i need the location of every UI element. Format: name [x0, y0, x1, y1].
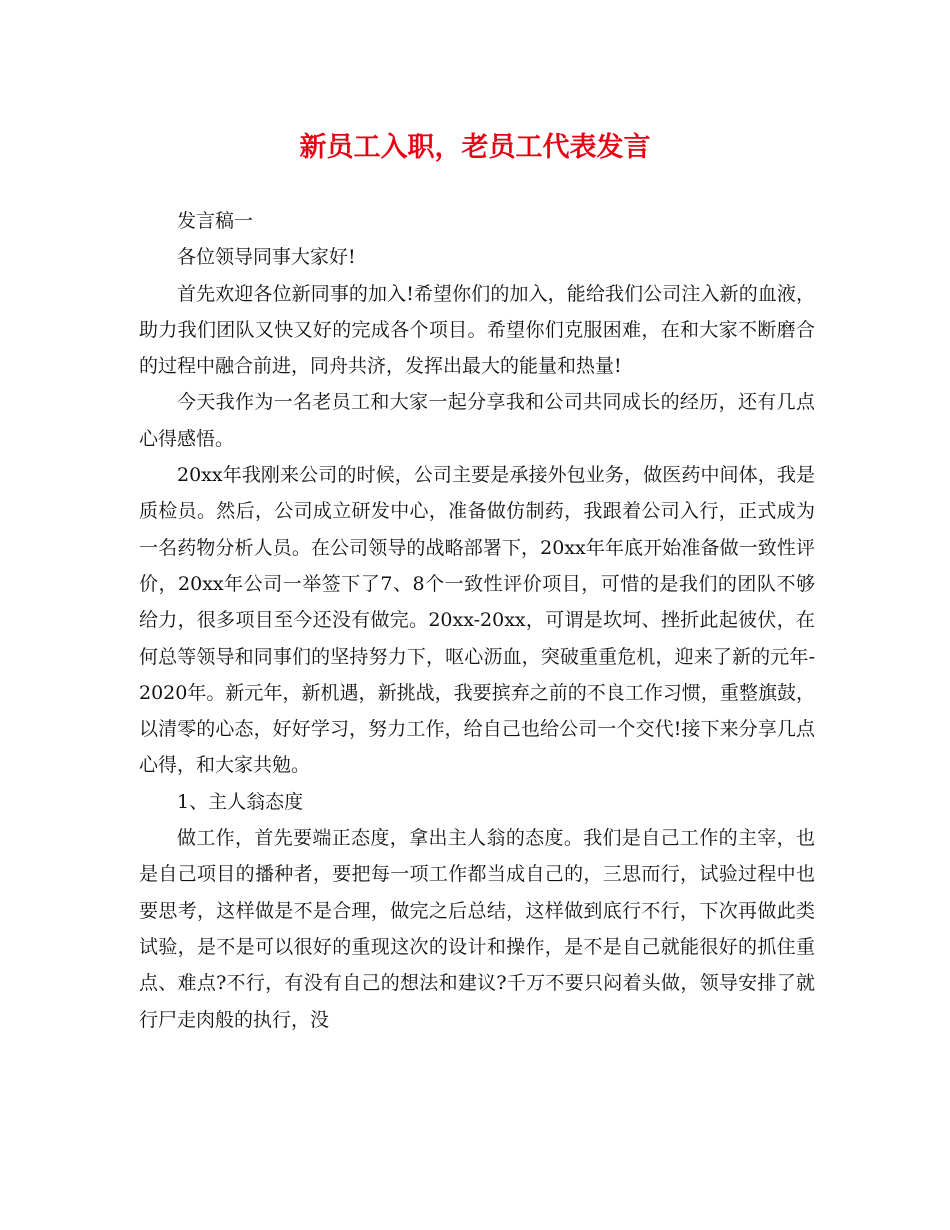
paragraph-ownership: 做工作，首先要端正态度，拿出主人翁的态度。我们是自己工作的主宰，也是自己项目的播种者，要把每一项工作都当成自己的，三思而行，试验过程中也要思考，这样做是不是合理，做完之后总结，这样做到底行不行，下次再做此类试验，是不是可以很好的重现这次的设计和操作，是不是自己就能很好的抓住重点、难点?不行，有没有自己的想法和建议?千万不要只闷着头做，领导安排了就行尸走肉般的执行，没 — [139, 827, 815, 1031]
paragraph-welcome: 首先欢迎各位新同事的加入!希望你们的加入，能给我们公司注入新的血液，助力我们团队又快又好的完成各个项目。希望你们克服困难，在和大家不断磨合的过程中融合前进，同舟共济，发挥出最大的能量和热量! — [139, 282, 815, 378]
paragraph-intro: 今天我作为一名老员工和大家一起分享我和公司共同成长的经历，还有几点心得感悟。 — [139, 391, 815, 450]
document-title: 新员工入职，老员工代表发言 — [299, 132, 651, 163]
document-body — [139, 203, 815, 1038]
paragraph-experience: 20xx年我刚来公司的时候，公司主要是承接外包业务，做医药中间体，我是质检员。然后，公司成立研发中心，准备做仿制药，我跟着公司入行，正式成为一名药物分析人员。在公司领导的战略部署下，20xx年年底开始准备做一致性评价，20xx年公司一举签下了7、8个一致性评价项目，可惜的是我们的团队不够给力，很多项目至今还没有做完。20xx-20xx，可谓是坎坷、挫折此起彼伏，在何总等领导和同事们的坚持努力下，呕心沥血，突破重重危机，迎来了新的元年-2020年。新元年，新机遇，新挑战，我要摈弃之前的不良工作习惯，重整旗鼓，以清零的心态，好好学习，努力工作，给自己也给公司一个交代!接下来分享几点心得，和大家共勉。 — [139, 464, 815, 777]
section-heading-ownership: 1、主人翁态度 — [177, 790, 304, 813]
paragraph-speech-label: 发言稿一 — [177, 210, 254, 232]
paragraph-greeting: 各位领导同事大家好! — [177, 246, 356, 269]
